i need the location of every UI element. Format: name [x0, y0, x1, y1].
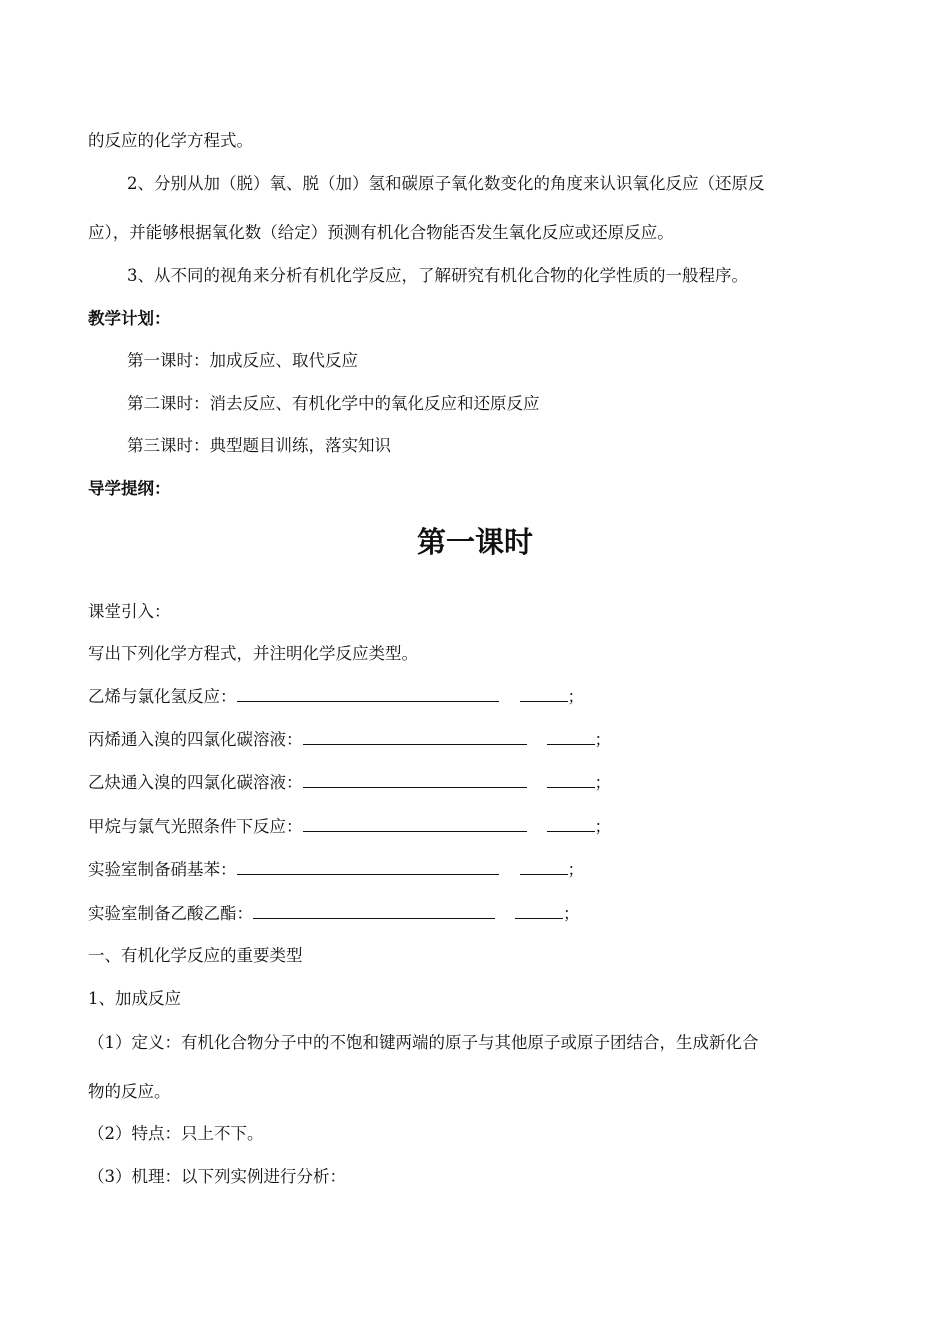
- objective-item-2-line-1: 2、分别从加（脱）氧、脱（加）氢和碳原子氧化数变化的角度来认识氧化反应（还原反: [127, 174, 765, 193]
- exercise-instruction: 写出下列化学方程式，并注明化学反应类型。: [88, 644, 418, 663]
- lesson-2-plan: 第二课时：消去反应、有机化学中的氧化反应和还原反应: [127, 394, 540, 413]
- equation-blank[interactable]: [303, 769, 527, 788]
- equation-blank[interactable]: [303, 726, 527, 745]
- reaction-type-blank[interactable]: [515, 900, 563, 919]
- exercise-6: [88, 900, 580, 924]
- exercise-2: [88, 726, 611, 750]
- exercise-end-mark: ；: [594, 730, 611, 749]
- reaction-type-blank[interactable]: [547, 813, 595, 832]
- reaction-type-blank[interactable]: [547, 769, 595, 788]
- exercise-prompt: 实验室制备乙酸乙酯：: [88, 904, 253, 923]
- exercise-prompt: 甲烷与氯气光照条件下反应：: [88, 817, 303, 836]
- exercise-prompt: 乙炔通入溴的四氯化碳溶液：: [88, 773, 303, 792]
- exercise-prompt: 实验室制备硝基苯：: [88, 860, 237, 879]
- reaction-type-blank[interactable]: [547, 726, 595, 745]
- exercise-1: [88, 683, 584, 707]
- section-heading-reaction-types: 一、有机化学反应的重要类型: [88, 946, 303, 965]
- exercise-5: [88, 856, 584, 880]
- teaching-plan-heading: 教学计划：: [88, 309, 171, 328]
- equation-blank[interactable]: [237, 683, 499, 702]
- exercise-end-mark: ；: [594, 817, 611, 836]
- objective-item-3: 3、从不同的视角来分析有机化学反应，了解研究有机化合物的化学性质的一般程序。: [127, 266, 748, 285]
- feature-line: （2）特点：只上不下。: [88, 1124, 264, 1143]
- lesson-1-plan: 第一课时：加成反应、取代反应: [127, 351, 358, 370]
- reaction-type-blank[interactable]: [520, 856, 568, 875]
- exercise-3: [88, 769, 611, 793]
- exercise-end-mark: ；: [567, 687, 584, 706]
- equation-blank[interactable]: [253, 900, 495, 919]
- exercise-end-mark: ；: [567, 860, 584, 879]
- equation-blank[interactable]: [303, 813, 527, 832]
- objective-line-continued: 的反应的化学方程式。: [88, 131, 253, 150]
- exercise-end-mark: ；: [594, 773, 611, 792]
- subsection-addition-reaction: 1、加成反应: [88, 989, 181, 1008]
- definition-line-2: 物的反应。: [88, 1082, 171, 1101]
- mechanism-line: （3）机理：以下列实例进行分析：: [88, 1167, 346, 1186]
- equation-blank[interactable]: [237, 856, 499, 875]
- exercise-4: [88, 813, 611, 837]
- lesson-3-plan: 第三课时：典型题目训练，落实知识: [127, 436, 391, 455]
- objective-item-2-line-2: 应），并能够根据氧化数（给定）预测有机化合物能否发生氧化反应或还原反应。: [88, 223, 674, 242]
- study-guide-heading: 导学提纲：: [88, 479, 171, 498]
- definition-line-1: （1）定义：有机化合物分子中的不饱和键两端的原子与其他原子或原子团结合，生成新化合: [88, 1033, 759, 1052]
- reaction-type-blank[interactable]: [520, 683, 568, 702]
- exercise-end-mark: ；: [563, 904, 580, 923]
- exercise-prompt: 乙烯与氯化氢反应：: [88, 687, 237, 706]
- section-title: 第一课时: [416, 525, 533, 559]
- class-intro-label: 课堂引入：: [88, 602, 171, 621]
- exercise-prompt: 丙烯通入溴的四氯化碳溶液：: [88, 730, 303, 749]
